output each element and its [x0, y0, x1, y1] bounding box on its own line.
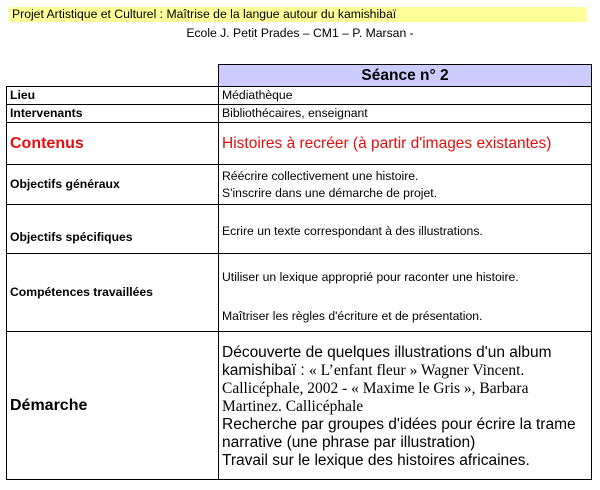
value-line: S'inscrire dans une démarche de projet.	[222, 185, 438, 200]
demarche-step: Travail sur le lexique des histoires africaines.	[222, 452, 530, 469]
value-line: Maîtriser les règles d'écriture et de présentation.	[222, 308, 483, 323]
session-table	[6, 64, 592, 480]
row-value: Histoires à recréer (à partir d'images existantes)	[219, 123, 592, 165]
row-value	[219, 165, 592, 205]
value-line: Réécrire collectivement une histoire.	[222, 168, 419, 183]
table-row	[7, 165, 592, 205]
row-value	[219, 254, 592, 332]
row-value: Ecrire un texte correspondant à des illustrations.	[219, 205, 592, 254]
row-label: Démarche	[7, 332, 219, 480]
book-references: « L’enfant fleur » Wagner Vincent. Callicéphale, 2002 - « Maxime le Gris », Barbara Martinez. Callicéphale	[222, 362, 529, 415]
demarche-intro: Découverte de quelques illustrations d'un album kamishibaï :	[222, 344, 552, 379]
row-label: Intervenants	[7, 105, 219, 123]
empty-corner-cell	[7, 65, 219, 87]
row-label: Contenus	[7, 123, 219, 165]
value-line: Utiliser un lexique approprié pour raconter une histoire.	[222, 269, 519, 284]
row-value: Médiathèque	[219, 87, 592, 105]
demarche-step: Recherche par groupes d'idées pour écrire la trame narrative (une phrase par illustration)	[222, 416, 576, 451]
table-row	[7, 332, 592, 480]
table-row	[7, 105, 592, 123]
row-label: Lieu	[7, 87, 219, 105]
row-label: Compétences travaillées	[7, 254, 219, 332]
row-label: Objectifs spécifiques	[7, 205, 219, 254]
demarche-discovery	[222, 344, 588, 416]
table-row	[7, 254, 592, 332]
table-row	[7, 87, 592, 105]
school-subtitle: Ecole J. Petit Prades – CM1 – P. Marsan -	[186, 26, 414, 40]
project-title: Projet Artistique et Culturel : Maîtrise de la langue autour du kamishibaï	[12, 7, 397, 21]
row-value: Bibliothécaires, enseignant	[219, 105, 592, 123]
table-header-row	[7, 65, 592, 87]
row-value	[219, 332, 592, 480]
table-row	[7, 123, 592, 165]
row-label: Objectifs généraux	[7, 165, 219, 205]
session-heading: Séance n° 2	[219, 65, 592, 87]
table-row	[7, 205, 592, 254]
